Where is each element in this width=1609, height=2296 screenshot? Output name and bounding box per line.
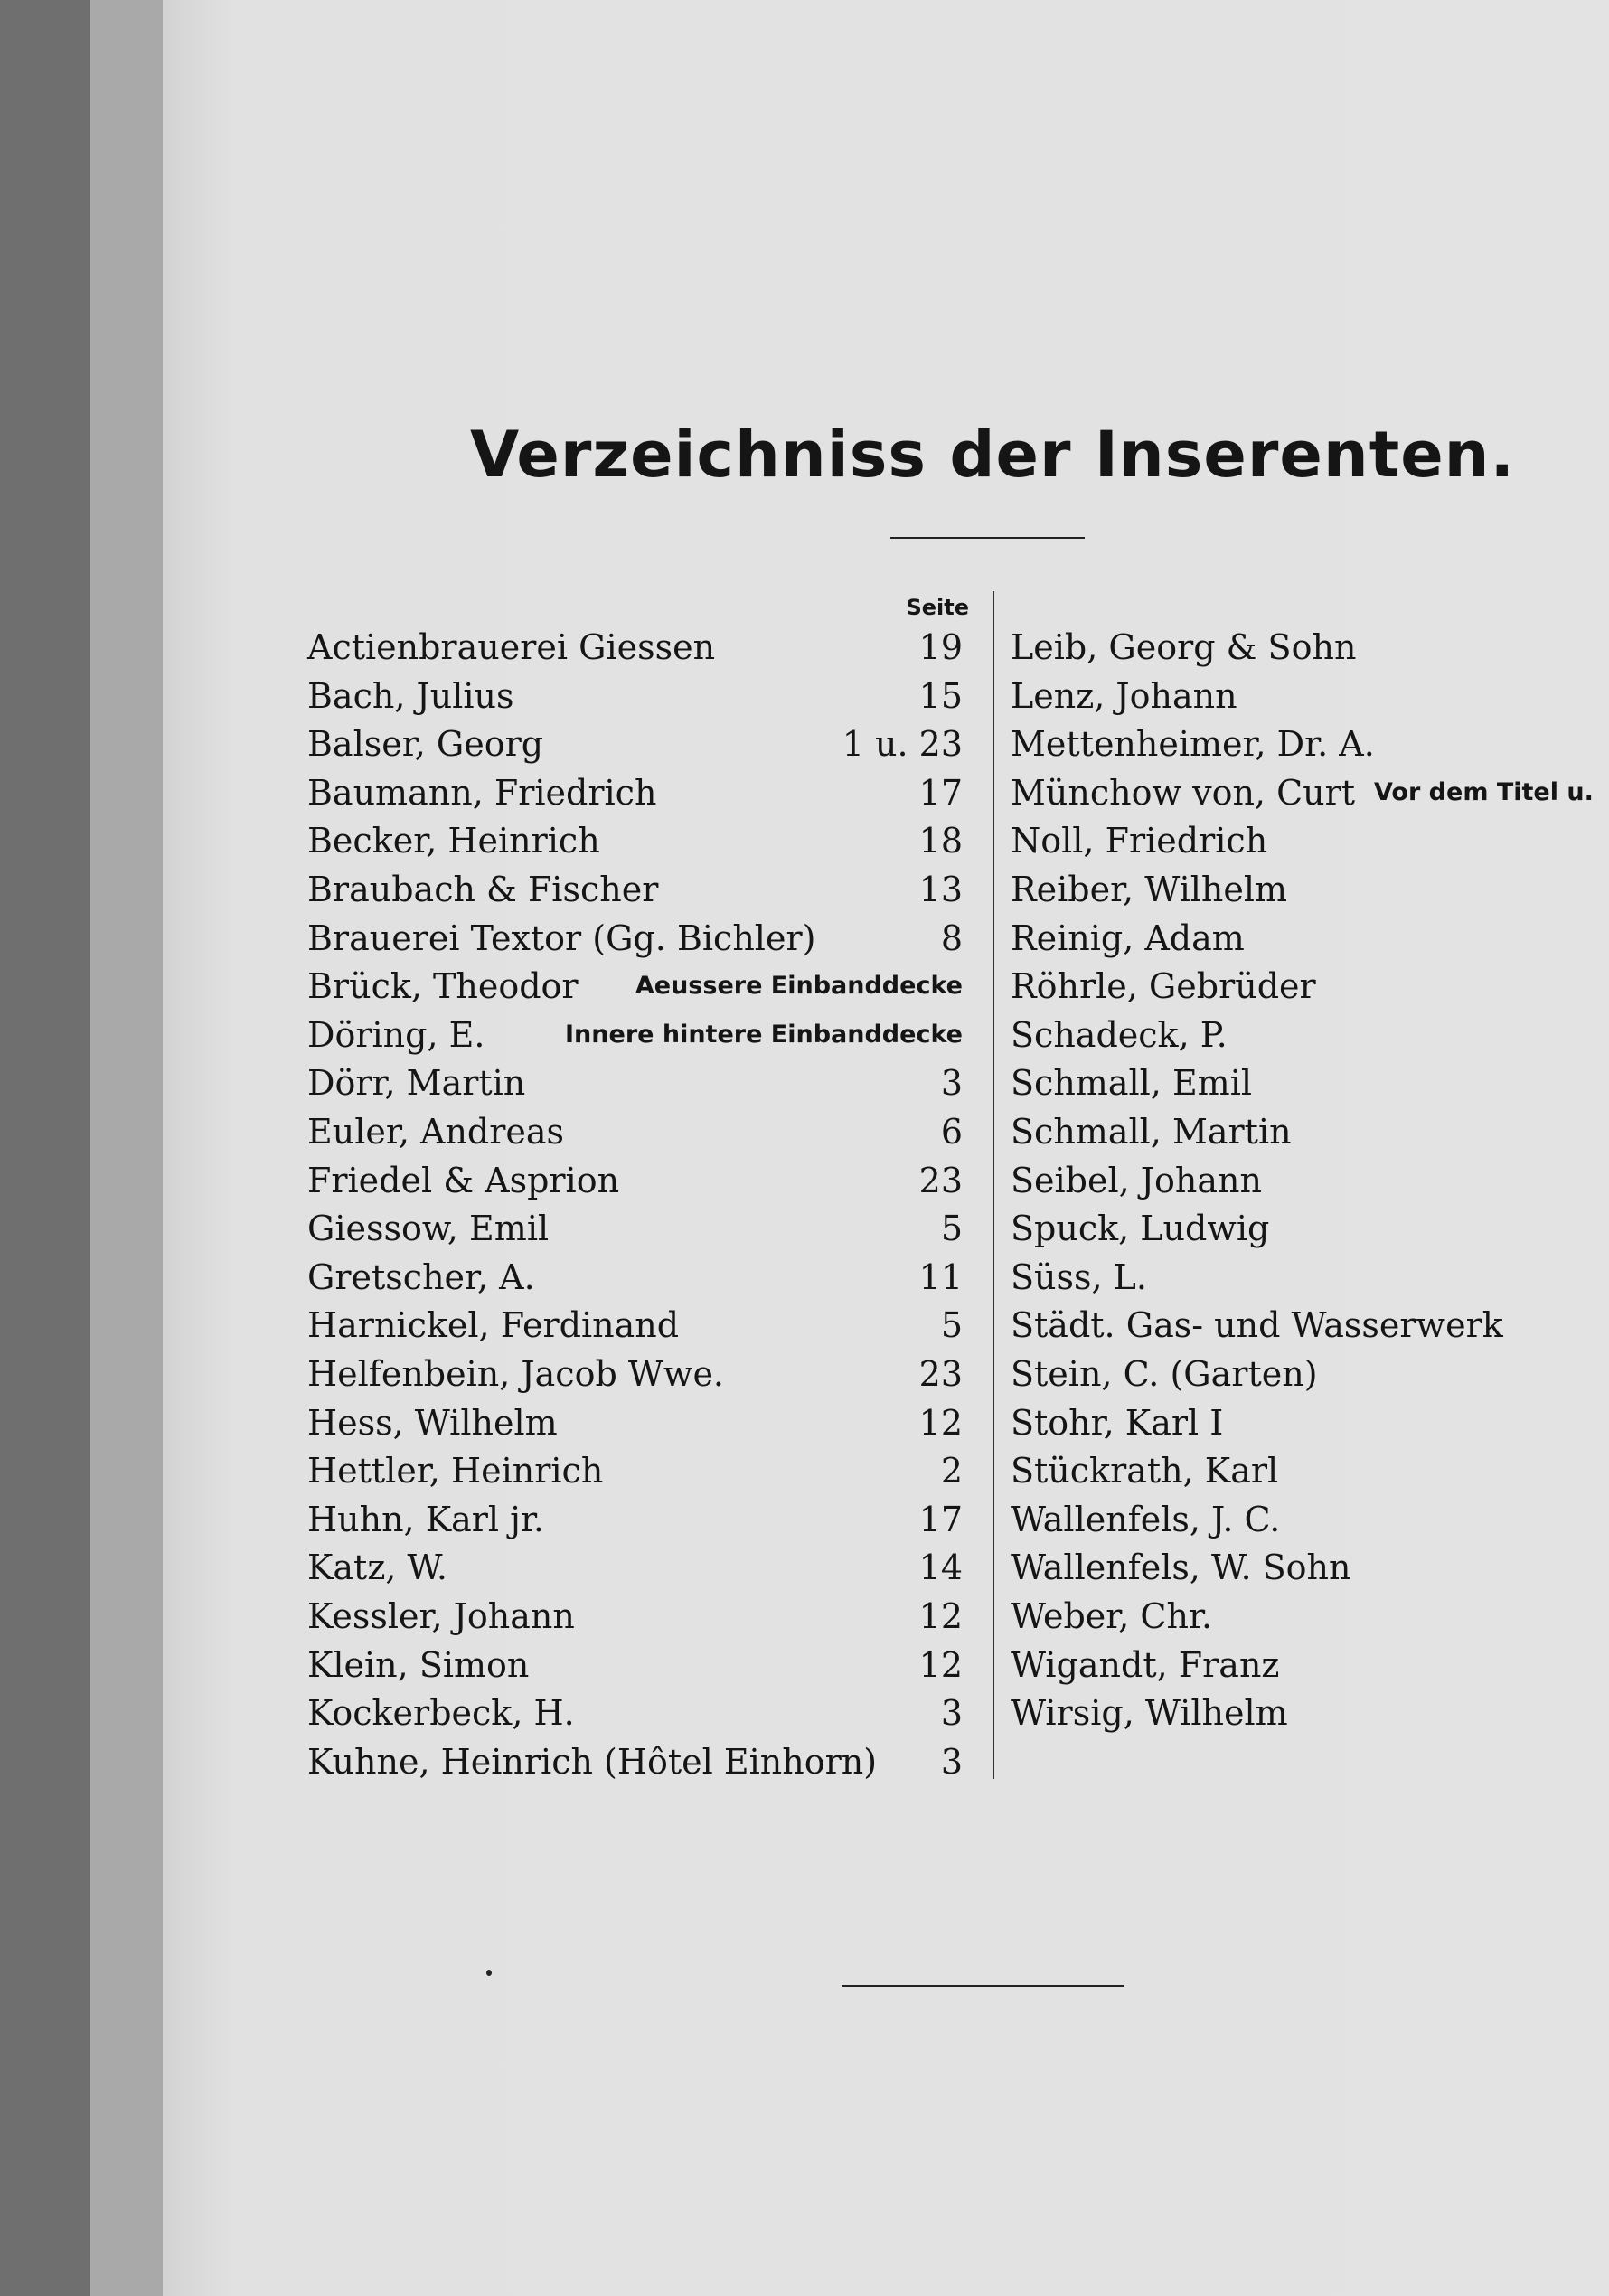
index-entry-left xyxy=(307,769,963,816)
entry-name: Becker, Heinrich xyxy=(307,821,600,861)
index-entry-left xyxy=(307,1593,963,1640)
entry-page: 3 xyxy=(940,1693,963,1734)
index-entry-left xyxy=(307,915,963,962)
index-entry-left xyxy=(307,1496,963,1543)
entry-page: 12 xyxy=(918,1596,963,1636)
entry-page: 2 xyxy=(940,1451,963,1491)
index-entry-right xyxy=(1011,1108,1607,1155)
index-entry-right xyxy=(1011,1544,1607,1591)
binding-shadow xyxy=(0,0,90,2296)
entry-page: 15 xyxy=(918,675,963,716)
index-entry-right xyxy=(1011,1012,1607,1059)
entry-name: Süss, L. xyxy=(1011,1256,1147,1297)
entry-name: Wirsig, Wilhelm xyxy=(1011,1693,1288,1734)
entry-page: Aeussere Einbanddecke xyxy=(635,972,963,1001)
entry-page: 8 xyxy=(940,917,963,958)
entry-page: 3 xyxy=(940,1741,963,1782)
entry-name: Weber, Chr. xyxy=(1011,1596,1213,1636)
index-entry-right xyxy=(1011,915,1607,962)
entry-name: Dörr, Martin xyxy=(307,1063,526,1104)
page-column-header: Seite xyxy=(906,595,969,620)
index-entry-left xyxy=(307,1350,963,1397)
entry-name: Lenz, Johann xyxy=(1011,675,1237,716)
index-entry-right xyxy=(1011,673,1607,720)
index-entry-left xyxy=(307,963,963,1010)
entry-name: Hettler, Heinrich xyxy=(307,1451,604,1491)
entry-page: 13 xyxy=(918,870,963,909)
index-entry-left xyxy=(307,1157,963,1204)
index-entry-left xyxy=(307,1302,963,1349)
index-entry-left xyxy=(307,1544,963,1591)
entry-name: Euler, Andreas xyxy=(307,1112,565,1152)
index-entry-right xyxy=(1011,1350,1607,1397)
index-entry-left xyxy=(307,673,963,720)
entry-name: Brauerei Textor (Gg. Bichler) xyxy=(307,917,816,958)
entry-name: Katz, W. xyxy=(307,1548,447,1588)
entry-name: Städt. Gas- und Wasserwerk xyxy=(1011,1305,1503,1346)
entry-page: 19 xyxy=(918,627,963,667)
entry-name: Braubach & Fischer xyxy=(307,870,659,909)
index-entry-right xyxy=(1011,720,1607,767)
index-entry-right xyxy=(1011,1689,1607,1736)
column-divider xyxy=(993,591,994,1779)
index-entry-left xyxy=(307,1205,963,1252)
entry-page: 23 xyxy=(918,1354,963,1394)
entry-page: 18 xyxy=(918,821,963,861)
entry-name: Noll, Friedrich xyxy=(1011,821,1268,861)
closing-rule xyxy=(842,1985,1124,1987)
index-entry-left xyxy=(307,1108,963,1155)
index-entry-right xyxy=(1011,769,1607,816)
entry-name: Klein, Simon xyxy=(307,1644,530,1685)
entry-name: Kuhne, Heinrich (Hôtel Einhorn) xyxy=(307,1741,878,1782)
entry-name: Hess, Wilhelm xyxy=(307,1402,558,1443)
entry-name: Helfenbein, Jacob Wwe. xyxy=(307,1354,725,1394)
entry-name: Giessow, Emil xyxy=(307,1209,550,1249)
entry-page: 3 xyxy=(940,1063,963,1104)
entry-page: 12 xyxy=(918,1402,963,1443)
entry-note: Vor dem Titel u. xyxy=(1374,777,1594,806)
entry-name: Balser, Georg xyxy=(307,724,544,765)
index-entry-left xyxy=(307,720,963,767)
index-entry-left xyxy=(307,624,963,671)
entry-name: Wallenfels, W. Sohn xyxy=(1011,1548,1351,1588)
index-entry-right xyxy=(1011,866,1607,913)
ink-speck xyxy=(486,1970,492,1976)
entry-name: Kockerbeck, H. xyxy=(307,1693,575,1734)
entry-name: Reinig, Adam xyxy=(1011,917,1245,958)
index-entry-right xyxy=(1011,624,1607,671)
page-gutter xyxy=(90,0,163,2296)
entry-page: 6 xyxy=(940,1112,963,1152)
entry-name: Wallenfels, J. C. xyxy=(1011,1499,1281,1539)
entry-name: Gretscher, A. xyxy=(307,1256,535,1297)
title-underline xyxy=(890,537,1085,539)
entry-name: Kessler, Johann xyxy=(307,1596,575,1636)
entry-name: Reiber, Wilhelm xyxy=(1011,870,1288,909)
entry-name: Actienbrauerei Giessen xyxy=(307,627,716,667)
entry-name: Schmall, Martin xyxy=(1011,1112,1292,1152)
entry-name: Stückrath, Karl xyxy=(1011,1451,1279,1491)
index-entry-right xyxy=(1011,1205,1607,1252)
entry-page: 11 xyxy=(918,1256,963,1297)
entry-name: Münchow von, Curt xyxy=(1011,772,1356,813)
index-entry-right xyxy=(1011,1642,1607,1689)
index-entry-left xyxy=(307,1738,963,1785)
entry-page: 23 xyxy=(918,1160,963,1200)
index-entry-left xyxy=(307,1059,963,1106)
entry-name: Stohr, Karl I xyxy=(1011,1402,1224,1443)
entry-page: 1 u. 23 xyxy=(842,724,963,765)
index-entry-left xyxy=(307,1689,963,1736)
index-entry-right xyxy=(1011,1593,1607,1640)
index-entry-left xyxy=(307,866,963,913)
index-entry-right xyxy=(1011,1059,1607,1106)
entry-name: Döring, E. xyxy=(307,1014,485,1055)
index-entry-right xyxy=(1011,1302,1607,1349)
entry-name: Harnickel, Ferdinand xyxy=(307,1305,680,1346)
entry-page: 17 xyxy=(918,772,963,813)
entry-name: Spuck, Ludwig xyxy=(1011,1209,1270,1249)
entry-name: Huhn, Karl jr. xyxy=(307,1499,545,1539)
entry-name: Leib, Georg & Sohn xyxy=(1011,627,1357,667)
entry-name: Wigandt, Franz xyxy=(1011,1644,1280,1685)
entry-page: 12 xyxy=(918,1644,963,1685)
page-title: Verzeichniss der Inserenten. xyxy=(470,418,1516,492)
index-entry-right xyxy=(1011,963,1607,1010)
index-entry-left xyxy=(307,1447,963,1494)
index-entry-left xyxy=(307,1399,963,1446)
index-entry-left xyxy=(307,1012,963,1059)
entry-name: Bach, Julius xyxy=(307,675,514,716)
entry-name: Mettenheimer, Dr. A. xyxy=(1011,724,1375,765)
entry-name: Baumann, Friedrich xyxy=(307,772,657,813)
index-entry-left xyxy=(307,817,963,864)
index-entry-right xyxy=(1011,1496,1607,1543)
index-entry-right xyxy=(1011,1157,1607,1204)
entry-name: Brück, Theodor xyxy=(307,966,579,1007)
entry-page: Innere hintere Einbanddecke xyxy=(565,1020,963,1049)
index-entry-right xyxy=(1011,817,1607,864)
entry-name: Friedel & Asprion xyxy=(307,1160,620,1200)
entry-page: 5 xyxy=(940,1305,963,1346)
index-entry-right xyxy=(1011,1447,1607,1494)
entry-page: 14 xyxy=(918,1548,963,1588)
index-entry-left xyxy=(307,1642,963,1689)
entry-name: Seibel, Johann xyxy=(1011,1160,1262,1200)
index-entry-right xyxy=(1011,1399,1607,1446)
entry-name: Röhrle, Gebrüder xyxy=(1011,966,1316,1007)
entry-name: Stein, C. (Garten) xyxy=(1011,1354,1318,1394)
entry-name: Schmall, Emil xyxy=(1011,1063,1253,1104)
index-entry-left xyxy=(307,1254,963,1301)
entry-name: Schadeck, P. xyxy=(1011,1014,1228,1055)
entry-page: 5 xyxy=(940,1209,963,1249)
index-entry-right xyxy=(1011,1254,1607,1301)
entry-page: 17 xyxy=(918,1499,963,1539)
